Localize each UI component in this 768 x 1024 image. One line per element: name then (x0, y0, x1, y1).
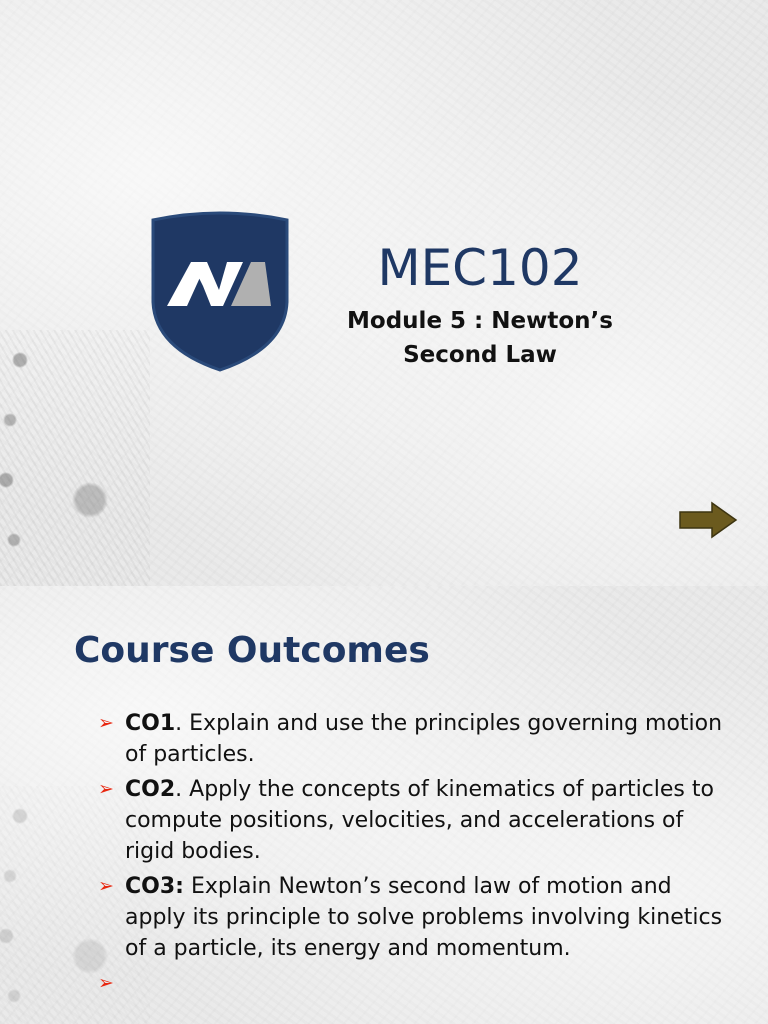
arrow-bullet-icon: ➢ (98, 778, 114, 800)
arrow-bullet-icon: ➢ (98, 712, 114, 734)
outcome-item-co2 (98, 774, 728, 867)
arrow-bullet-icon: ➢ (98, 875, 114, 897)
module-subtitle (305, 304, 655, 372)
outcome-item-co1 (98, 708, 728, 770)
outcomes-list (98, 708, 728, 994)
outcome-id: CO2 (125, 777, 176, 802)
outcome-text: Apply the concepts of kinematics of particles to compute positions, velocities, and accelerations of rigid bodies. (125, 777, 714, 864)
course-outcomes-slide (0, 586, 768, 1024)
subtitle-line-1: Module 5 : Newton’s (347, 308, 613, 334)
outcome-id: CO1 (125, 711, 176, 736)
background-texture (0, 330, 150, 586)
outcome-separator: : (175, 874, 184, 899)
outcome-separator: . (175, 711, 183, 736)
arrow-right-icon[interactable] (678, 500, 738, 540)
outcome-text: Explain and use the principles governing motion of particles. (125, 711, 723, 767)
university-shield-logo (147, 210, 293, 372)
subtitle-line-2: Second Law (403, 342, 557, 368)
course-code-title: MEC102 (377, 239, 583, 297)
outcome-item-co3 (98, 871, 728, 964)
outcome-text: Explain Newton’s second law of motion and apply its principle to solve problems involving kinetics of a particle, its energy and momentum. (125, 874, 723, 961)
arrow-bullet-icon: ➢ (98, 972, 114, 994)
outcome-separator: . (175, 777, 183, 802)
outcome-id: CO3 (125, 874, 176, 899)
slide-heading: Course Outcomes (74, 630, 430, 671)
